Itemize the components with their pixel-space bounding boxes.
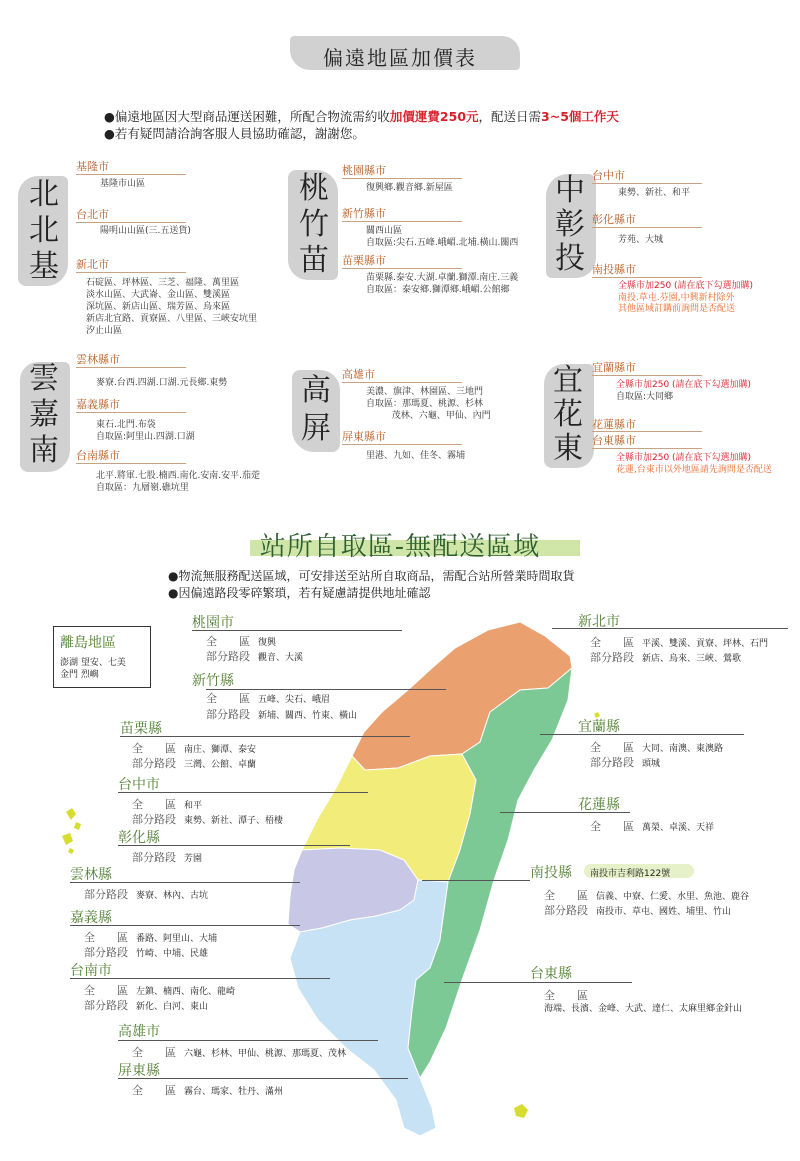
region-name-chiayi: 嘉義縣 xyxy=(70,910,112,926)
city-title-nantou: 南投縣市 xyxy=(592,263,636,276)
all-chiayi: 番路、阿里山、大埔 xyxy=(136,934,218,944)
label-part: 部分路段 xyxy=(206,708,250,721)
page-title: 偏遠地區加價表 xyxy=(323,46,477,70)
city-detail-hsinchu: 關西山區 自取區:尖石.五峰.峨嵋.北埔.橫山.關西 xyxy=(366,226,519,248)
label-part: 部分路段 xyxy=(84,999,128,1012)
city-detail-keelung: 基隆市山區 xyxy=(100,179,146,189)
pickup-note-2: ●因偏遠路段零碎繁瑣，若有疑慮請提供地址確認 xyxy=(168,586,431,600)
region-name-hualien: 花蓮縣 xyxy=(578,797,620,813)
label-all: 全 區 xyxy=(132,1046,176,1059)
leader-line-yilan xyxy=(540,734,744,735)
surcharge-note-taitung: 全縣市加250 (請在底下勾選加購) xyxy=(616,453,752,463)
group-char: 宜 xyxy=(553,363,583,398)
leader-line-nantou xyxy=(422,880,530,881)
label-all: 全 區 xyxy=(132,1084,176,1097)
city-detail-kaohsiung: 美濃、旗津、林園區、三地門 自取區：那瑪夏、桃源、杉林 茂林、六龜、甲仙、內門 xyxy=(366,387,491,421)
divider xyxy=(76,367,186,368)
city-title-yilan: 宜蘭縣市 xyxy=(592,361,636,374)
divider xyxy=(342,221,462,222)
all-newtaipei: 平溪、雙溪、貢寮、坪林、石門 xyxy=(642,639,769,649)
divider xyxy=(342,444,462,445)
all-miaoli: 南庄、獅潭、泰安 xyxy=(184,745,257,755)
divider xyxy=(76,174,186,175)
region-name-yunlin: 雲林縣 xyxy=(70,867,112,883)
surcharge-note: ●偏遠地區因大型商品運送困難，所配合物流需約收加價運費250元，配送日需3~5個工作天 xyxy=(104,109,619,124)
all-taichung: 和平 xyxy=(184,801,203,811)
group-char: 花 xyxy=(553,397,583,432)
label-all: 全 區 xyxy=(544,889,588,902)
city-title-changhua: 彰化縣市 xyxy=(592,213,636,226)
group-char: 南 xyxy=(29,433,59,468)
region-name-kaohsiung: 高雄市 xyxy=(118,1024,160,1040)
map-island-lanyu xyxy=(514,1104,528,1118)
label-part: 部分路段 xyxy=(132,813,176,826)
all-taoyuan: 復興 xyxy=(258,638,277,648)
surcharge-amount: 加價運費250元 xyxy=(389,109,479,124)
group-char: 北 xyxy=(29,177,59,212)
city-detail-newtaipei: 石碇區、坪林區、三芝、福隆、萬里區 淡水山區、大武崙、金山區、雙溪區 深坑區、新店山區、瑞芳區、烏來區 新店北宜路、貢寮區、八里區、三峽安坑里 汐止山區 xyxy=(86,278,258,336)
divider xyxy=(592,183,702,184)
divider xyxy=(592,448,702,449)
city-title-tainan: 台南縣市 xyxy=(76,449,120,462)
city-title-yunlin: 雲林縣市 xyxy=(76,353,120,366)
leader-line-pingtung xyxy=(118,1078,408,1079)
city-title-kaohsiung: 高雄市 xyxy=(342,368,375,381)
label-all: 全 區 xyxy=(206,692,250,705)
part-hsinchu: 新埔、關西、竹東、橫山 xyxy=(258,711,358,721)
all-taitung: 海端、長濱、金峰、大武、達仁、太麻里鄉金針山 xyxy=(544,1004,743,1014)
city-detail-miaoli: 苗栗縣.泰安.大湖.卓蘭.獅潭.南庄.三義 自取區：泰安鄉.獅潭鄉.峨嵋.公館鄉 xyxy=(366,273,519,295)
group-char: 苗 xyxy=(299,243,329,278)
part-yilan: 頭城 xyxy=(642,759,661,769)
region-name-nantou: 南投縣 xyxy=(530,865,572,881)
label-part: 部分路段 xyxy=(206,650,250,663)
divider xyxy=(592,277,702,278)
city-title-hualien: 花蓮縣市 xyxy=(592,418,636,431)
exception-note-nantou: 南投.草屯.芬園,中興新村除外 其他區域訂購前詢問是否配送 xyxy=(618,293,736,314)
all-kaohsiung: 六龜、杉林、甲仙、桃源、那瑪夏、茂林 xyxy=(184,1049,347,1059)
leader-line-miaoli xyxy=(120,736,410,737)
part-yunlin: 麥寮、林內、古坑 xyxy=(136,891,209,901)
label-part: 部分路段 xyxy=(590,756,634,769)
label-part: 部分路段 xyxy=(84,888,128,901)
part-nantou: 南投市、草屯、國姓、埔里、竹山 xyxy=(596,907,732,917)
region-name-miaoli: 苗栗縣 xyxy=(120,721,162,737)
region-name-taoyuan: 桃園市 xyxy=(192,615,234,631)
all-pingtung: 霧台、瑪家、牡丹、滿州 xyxy=(184,1087,284,1097)
group-char: 雲 xyxy=(29,361,59,396)
region-name-taichung: 台中市 xyxy=(118,777,160,793)
label-all: 全 區 xyxy=(590,636,634,649)
city-detail-changhua: 芳苑、大城 xyxy=(618,235,664,245)
island-line-2: 金門 烈嶼 xyxy=(60,670,99,680)
divider xyxy=(76,463,186,464)
delivery-days: 3~5個工作天 xyxy=(541,109,619,124)
city-detail-pingtung: 里港、九如、佳冬、霧埔 xyxy=(366,451,466,461)
group-char: 基 xyxy=(29,249,59,284)
label-all: 全 區 xyxy=(84,931,128,944)
group-char: 中 xyxy=(555,173,585,208)
region-name-yilan: 宜蘭縣 xyxy=(578,719,620,735)
all-tainan: 左鎮、楠西、南化、龍崎 xyxy=(136,987,236,997)
city-title-keelung: 基隆市 xyxy=(76,160,109,173)
region-name-changhua: 彰化縣 xyxy=(118,830,160,846)
label-part: 部分路段 xyxy=(544,904,588,917)
group-char: 高 xyxy=(301,373,331,408)
all-hualien: 萬榮、卓溪、天祥 xyxy=(642,823,715,833)
city-detail-taichung: 東勢、新社、和平 xyxy=(618,188,691,198)
city-detail-tainan: 北平.將軍.七股.楠西.南化.安南.安平.茄萣 自取區：九層嶺.礁坑里 xyxy=(96,471,261,493)
all-hsinchu: 五峰、尖石、峨眉 xyxy=(258,695,331,705)
label-part: 部分路段 xyxy=(84,946,128,959)
city-detail-yilan: 自取區:大同鄉 xyxy=(616,392,674,402)
city-title-chiayi: 嘉義縣市 xyxy=(76,398,120,411)
contact-note: ●若有疑問請洽詢客服人員協助確認，謝謝您。 xyxy=(104,126,365,141)
region-name-tainan: 台南市 xyxy=(70,963,112,979)
city-title-hsinchu: 新竹縣市 xyxy=(342,207,386,220)
divider xyxy=(76,412,186,413)
region-name-hsinchu: 新竹縣 xyxy=(192,673,234,689)
city-title-pingtung: 屏東縣市 xyxy=(342,430,386,443)
all-yilan: 大同、南澳、東澳路 xyxy=(642,744,724,754)
divider xyxy=(76,222,186,223)
group-char: 竹 xyxy=(299,207,329,242)
group-char: 彰 xyxy=(555,207,585,242)
pickup-title: 站所自取區-無配送區域 xyxy=(259,532,541,562)
divider xyxy=(342,178,462,179)
city-title-taitung: 台東縣市 xyxy=(592,434,636,447)
divider xyxy=(76,272,186,273)
region-name-taitung: 台東縣 xyxy=(530,966,572,982)
label-all: 全 區 xyxy=(132,742,176,755)
surcharge-note-nantou: 全縣市加250 (請在底下勾選加購) xyxy=(618,281,754,291)
divider xyxy=(342,382,462,383)
surcharge-note-yilan: 全縣市加250 (請在底下勾選加購) xyxy=(616,380,752,390)
city-detail-taipei: 陽明山山區(三.五送貨) xyxy=(100,226,191,236)
map-island-penghu xyxy=(62,808,81,854)
label-all: 全 區 xyxy=(132,798,176,811)
city-detail-taoyuan: 復興鄉.觀音鄉.新屋區 xyxy=(366,183,453,193)
part-changhua: 芳園 xyxy=(184,854,203,864)
city-detail-yunlin: 麥寮.台西.四湖.口湖.元長鄉.東勢 xyxy=(96,378,228,388)
label-all: 全 區 xyxy=(590,741,634,754)
group-char: 屏 xyxy=(301,411,331,446)
label-part: 部分路段 xyxy=(590,651,634,664)
label-all: 全 區 xyxy=(544,989,588,1002)
part-miaoli: 三灣、公館、卓蘭 xyxy=(184,760,257,770)
label-all: 全 區 xyxy=(590,820,634,833)
part-chiayi: 竹崎、中埔、民雄 xyxy=(136,949,209,959)
divider xyxy=(592,375,702,376)
group-char: 北 xyxy=(29,213,59,248)
part-taoyuan: 觀音、大溪 xyxy=(258,653,304,663)
city-title-taipei: 台北市 xyxy=(76,208,109,221)
group-char: 嘉 xyxy=(29,397,59,432)
part-newtaipei: 新店、烏來、三峽、鶯歌 xyxy=(642,654,742,664)
city-title-miaoli: 苗栗縣市 xyxy=(342,254,386,267)
label-all: 全 區 xyxy=(206,635,250,648)
divider xyxy=(342,268,462,269)
city-title-newtaipei: 新北市 xyxy=(76,258,109,271)
part-taichung: 東勢、新社、潭子、梧棲 xyxy=(184,816,284,826)
region-name-pingtung: 屏東縣 xyxy=(118,1063,160,1079)
region-name-newtaipei: 新北市 xyxy=(578,614,620,630)
station-address-nantou: 南投市吉利路122號 xyxy=(590,869,671,879)
group-char: 桃 xyxy=(299,171,329,206)
label-part: 部分路段 xyxy=(132,851,176,864)
all-nantou: 信義、中寮、仁愛、水里、魚池、鹿谷 xyxy=(596,892,750,902)
label-part: 部分路段 xyxy=(132,757,176,770)
group-char: 投 xyxy=(555,241,585,276)
exception-note-taitung: 花蓮,台東市以外地區請先詢問是否配送 xyxy=(616,465,772,475)
pickup-note-1: ●物流無服務配送區域，可安排送至站所自取商品，需配合站所營業時間取貨 xyxy=(168,569,575,583)
divider xyxy=(592,227,702,228)
city-title-taoyuan: 桃園縣市 xyxy=(342,164,386,177)
group-char: 東 xyxy=(553,431,583,466)
island-title: 離島地區 xyxy=(60,635,116,651)
city-title-taichung: 台中市 xyxy=(592,169,625,182)
island-line-1: 澎湖 望安、七美 xyxy=(60,658,126,668)
label-all: 全 區 xyxy=(84,984,128,997)
city-detail-chiayi: 東石.北門.布袋 自取區:阿里山.四湖.口湖 xyxy=(96,420,195,442)
part-tainan: 新化、白河、東山 xyxy=(136,1002,209,1012)
